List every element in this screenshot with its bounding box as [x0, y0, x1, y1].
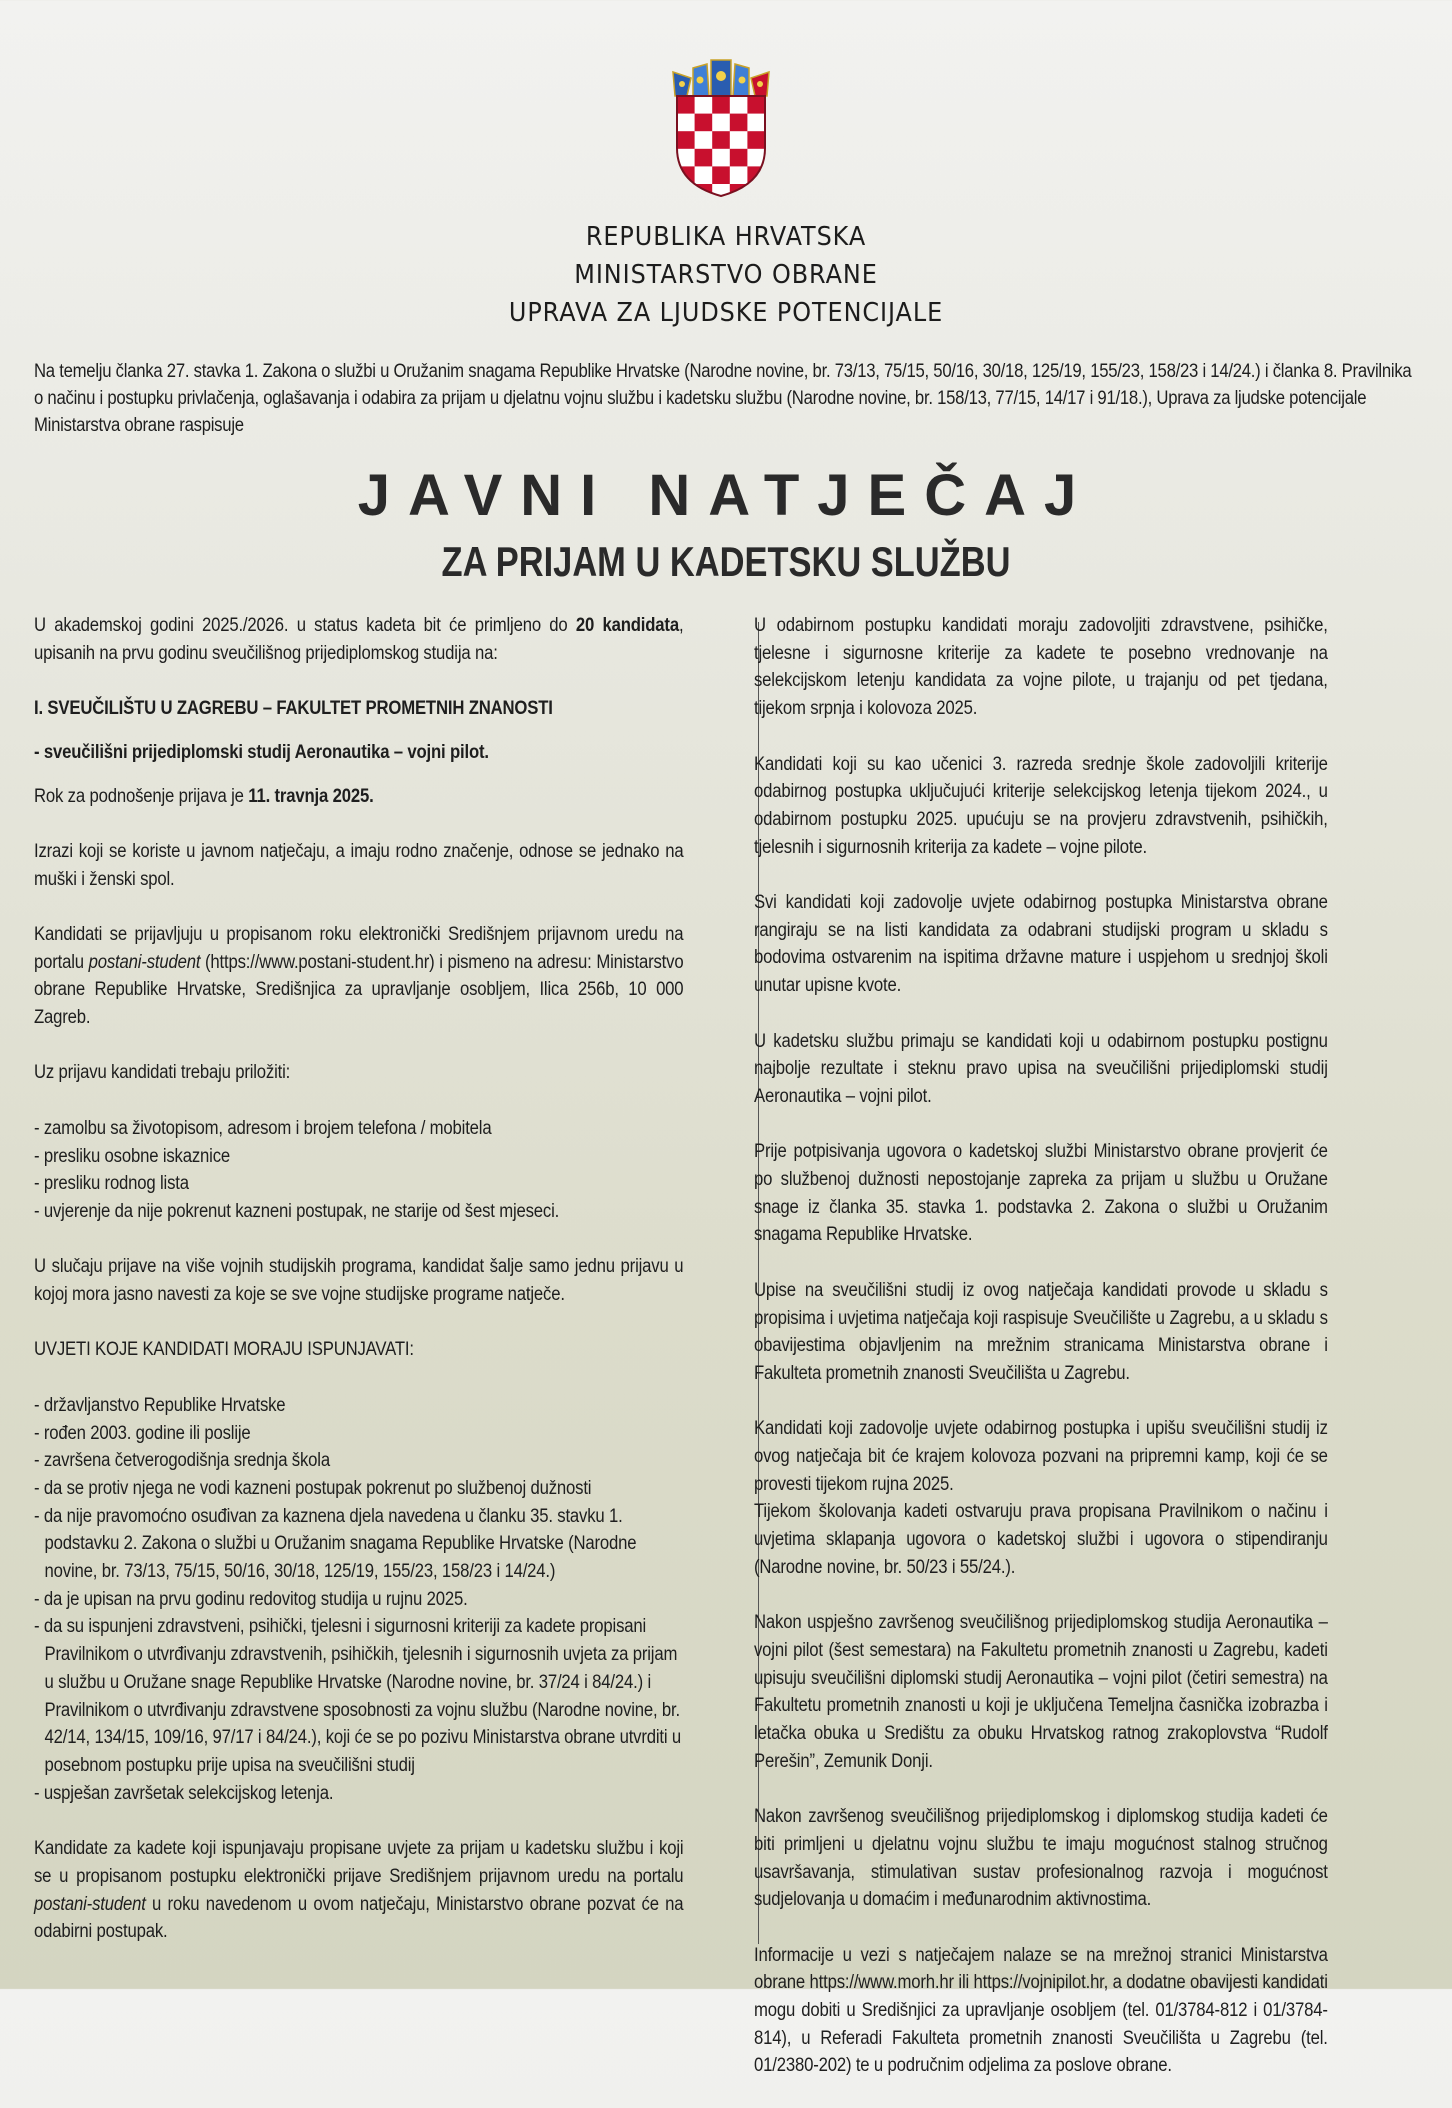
conditions-list: [34, 1392, 683, 1808]
list-item: - da se protiv njega ne vodi kazneni postupak pokrenut po službenoj dužnosti: [34, 1475, 683, 1503]
legal-basis-paragraph: Na temelju članka 27. stavka 1. Zakona o službi u Oružanim snagama Republike Hrvatske (Narodne novine, br. 73/13, 75/15, 50/16, 30/18, 125/19, 155/23, 158/23 i 14/24.) i članka 8. Pravilnika o načinu i postupku privlačenja, oglašavanja i odabira za prijam u djelatnu vojnu službu i kadetsku službu (Narodne novine, br. 158/13, 77/15, 14/17 i 91/18.), Uprava za ljudske potencijale Ministarstva obrane raspisuje: [34, 361, 1412, 436]
checkerboard-shield: [677, 96, 765, 200]
right-column: [754, 612, 1328, 2108]
list-item: - uvjerenje da nije pokrenut kazneni postupak, ne starije od šest mjeseci.: [34, 1198, 683, 1226]
paragraph: U kadetsku službu primaju se kandidati koji u odabirnom postupku postignu najbolje rezultate i steknu pravo upisa na sveučilišni prijediplomski studij Aeronautika – vojni pilot.: [754, 1030, 1328, 1107]
study-program: - sveučilišni prijediplomski studij Aeronautika – vojni pilot.: [34, 741, 489, 763]
heading-ministry: MINISTARSTVO OBRANE: [574, 260, 878, 290]
paragraph: Tijekom školovanja kadeti ostvaruju prava propisana Pravilnikom o načinu i uvjetima sklapanja ugovora o kadetskoj službi i ugovora o stipendiranju (Narodne novine, br. 50/23 i 55/24.).: [754, 1501, 1328, 1578]
multiple-applications-note: U slučaju prijave na više vojnih studijskih programa, kandidat šalje samo jednu prijavu u kojoj mora jasno navesti za koje se sve vojne studijske programe natječe.: [34, 1256, 684, 1306]
application-paragraph: Kandidati se prijavljuju u propisanom roku elektronički Središnjem prijavnom uredu na portalu postani-student (https://www.postani-student.hr) i pismeno na adresu: Ministarstvo obrane Republike Hrvatske, Središnjica za upravljanje osobljem, Ilica 256b, 10 000 Zagreb.: [34, 923, 684, 1029]
attachments-intro: Uz prijavu kandidati trebaju priložiti:: [34, 1062, 291, 1084]
issuer-heading: [0, 218, 1452, 332]
list-item: - presliku osobne iskaznice: [34, 1143, 683, 1171]
paragraph: Kandidati koji zadovolje uvjete odabirnog postupka i upišu sveučilišni studij iz ovog natječaja bit će krajem kolovoza pozvani na pripremni kamp, koji će se provesti tijekom rujna 2025.: [754, 1418, 1328, 1495]
notice-subtitle: ZA PRIJAM U KADETSKU SLUŽBU: [441, 538, 1011, 585]
heading-department: UPRAVA ZA LJUDSKE POTENCIJALE: [508, 298, 944, 328]
list-item: - uspješan završetak selekcijskog letenja.: [34, 1780, 683, 1808]
gender-note: Izrazi koji se koriste u javnom natječaju, a imaju rodno značenje, odnose se jednako na muški i ženski spol.: [34, 840, 684, 890]
left-column: [34, 612, 683, 1974]
list-item: - završena četverogodišnja srednja škola: [34, 1447, 683, 1475]
crown-icon: [673, 60, 769, 96]
paragraph: Upise na sveučilišni studij iz ovog natječaja kandidati provode u skladu s propisima i uvjetima natječaja koji raspisuje Sveučilište u Zagrebu, a u skladu s obavijestima objavljenim na mrežnim stranicama Ministarstva obrane i Fakulteta prometnih znanosti Sveučilišta u Zagrebu.: [754, 1279, 1328, 1384]
croatian-coat-of-arms: [667, 56, 775, 200]
heading-country: REPUBLIKA HRVATSKA: [585, 222, 867, 252]
faculty-name: I. SVEUČILIŠTU U ZAGREBU – FAKULTET PROMETNIH ZNANOSTI: [34, 698, 553, 720]
paragraph: Nakon završenog sveučilišnog prijediplomskog i diplomskog studija kadeti će biti primljeni u djelatnu vojnu službu te imaju mogućnost stalnog stručnog usavršavanja, stimulativan sustav profesionalnog razvoja i mogućnost sudjelovanja u domaćim i međunarodnim aktivnostima.: [754, 1806, 1328, 1911]
list-item: - da je upisan na prvu godinu redovitog studija u rujnu 2025.: [34, 1586, 683, 1614]
attachments-list: [34, 1115, 683, 1226]
notice-title: JAVNI NATJEČAJ: [357, 463, 1095, 528]
list-item: - zamolbu sa životopisom, adresom i brojem telefona / mobitela: [34, 1115, 683, 1143]
list-item: - državljanstvo Republike Hrvatske: [34, 1392, 683, 1420]
selection-invitation-paragraph: Kandidate za kadete koji ispunjavaju propisane uvjete za prijam u kadetsku službu i koji se u propisanom postupku elektronički prijave Središnjem prijavnom uredu na portalu postani-student u roku navedenom u ovom natječaju, Ministarstvo obrane pozvat će na odabirni postupak.: [34, 1838, 684, 1943]
conditions-title: UVJETI KOJE KANDIDATI MORAJU ISPUNJAVATI:: [34, 1339, 414, 1361]
contact-paragraph: Informacije u vezi s natječajem nalaze se na mrežnoj stranici Ministarstva obrane https://www.morh.hr ili https://vojnipilot.hr, a dodatne obavijesti kandidati mogu dobiti u Središnjici za upravljanje osobljem (tel. 01/3784-812 i 01/3784-814), u Referadi Fakulteta prometnih znanosti Sveučilišta u Zagrebu (tel. 01/2380-202) te u područnim odjelima za poslove obrane.: [754, 1944, 1328, 2077]
paragraph: Kandidati koji su kao učenici 3. razreda srednje škole zadovoljili kriterije odabirnog postupka uključujući kriterije selekcijskog letenja tijekom 2024., u odabirnom postupku 2025. upućuju se na provjeru zdravstvenih, psihičkih, tjelesnih i sigurnosnih kriterija za kadete – vojne pilote.: [754, 753, 1328, 858]
paragraph: U odabirnom postupku kandidati moraju zadovoljiti zdravstvene, psihičke, tjelesne i sigurnosne kriterije za kadete te posebno vrednovanje na selekcijskom letenju kandidata za vojne pilote, u trajanju od pet tjedana, tijekom srpnja i kolovoza 2025.: [754, 615, 1328, 720]
deadline-paragraph: Rok za podnošenje prijava je 11. travnja 2025.: [34, 785, 374, 807]
paragraph: Prije potpisivanja ugovora o kadetskoj službi Ministarstvo obrane provjerit će po službenoj dužnosti nepostojanje zapreka za prijam u službu u Oružane snage iz članka 35. stavka 1. podstavka 2. Zakona o službi u Oružanim snagama Republike Hrvatske.: [754, 1141, 1328, 1246]
list-item: - rođen 2003. godine ili poslije: [34, 1420, 683, 1448]
list-item: - presliku rodnog lista: [34, 1170, 683, 1198]
admission-quota-paragraph: U akademskoj godini 2025./2026. u status kadeta bit će primljeno do 20 kandidata, upisanih na prvu godinu sveučilišnog prijediplomskog studija na:: [34, 615, 684, 664]
paragraph: Svi kandidati koji zadovolje uvjete odabirnog postupka Ministarstva obrane rangiraju se na listi kandidata za odabrani studijski program u skladu s bodovima ostvarenim na ispitima državne mature i uspjehom u srednjoj školi unutar upisne kvote.: [754, 892, 1328, 997]
list-item: - da nije pravomoćno osuđivan za kaznena djela navedena u članku 35. stavku 1. podstavku 2. Zakona o službi u Oružanim snagama Republike Hrvatske (Narodne novine, br. 73/13, 75/15, 50/16, 30/18, 125/19, 155/23, 158/23 i 14/24.): [34, 1503, 683, 1586]
list-item: - da su ispunjeni zdravstveni, psihički, tjelesni i sigurnosni kriteriji za kadete propisani Pravilnikom o utvrđivanju zdravstvenih, psihičkih, tjelesnih i sigurnosnih uvjeta za prijam u službu u Oružane snage Republike Hrvatske (Narodne novine, br. 37/24 i 84/24.) i Pravilnikom o utvrđivanju zdravstvene sposobnosti za vojnu službu (Narodne novine, br. 42/14, 134/15, 109/16, 97/17 i 84/24.), koji će se po pozivu Ministarstva obrane utvrditi u posebnom postupku prije upisa na sveučilišni studij: [34, 1613, 683, 1779]
paragraph: Nakon uspješno završenog sveučilišnog prijediplomskog studija Aeronautika – vojni pilot (šest semestara) na Fakultetu prometnih znanosti u Zagrebu, kadeti upisuju sveučilišni diplomski studij Aeronautika – vojni pilot (četiri semestra) na Fakultetu prometnih znanosti u koji je uključena Temeljna časnička izobrazba i letačka obuka u Središtu za obuku Hrvatskog ratnog zrakoplovstva “Rudolf Perešin”, Zemunik Donji.: [754, 1612, 1328, 1772]
